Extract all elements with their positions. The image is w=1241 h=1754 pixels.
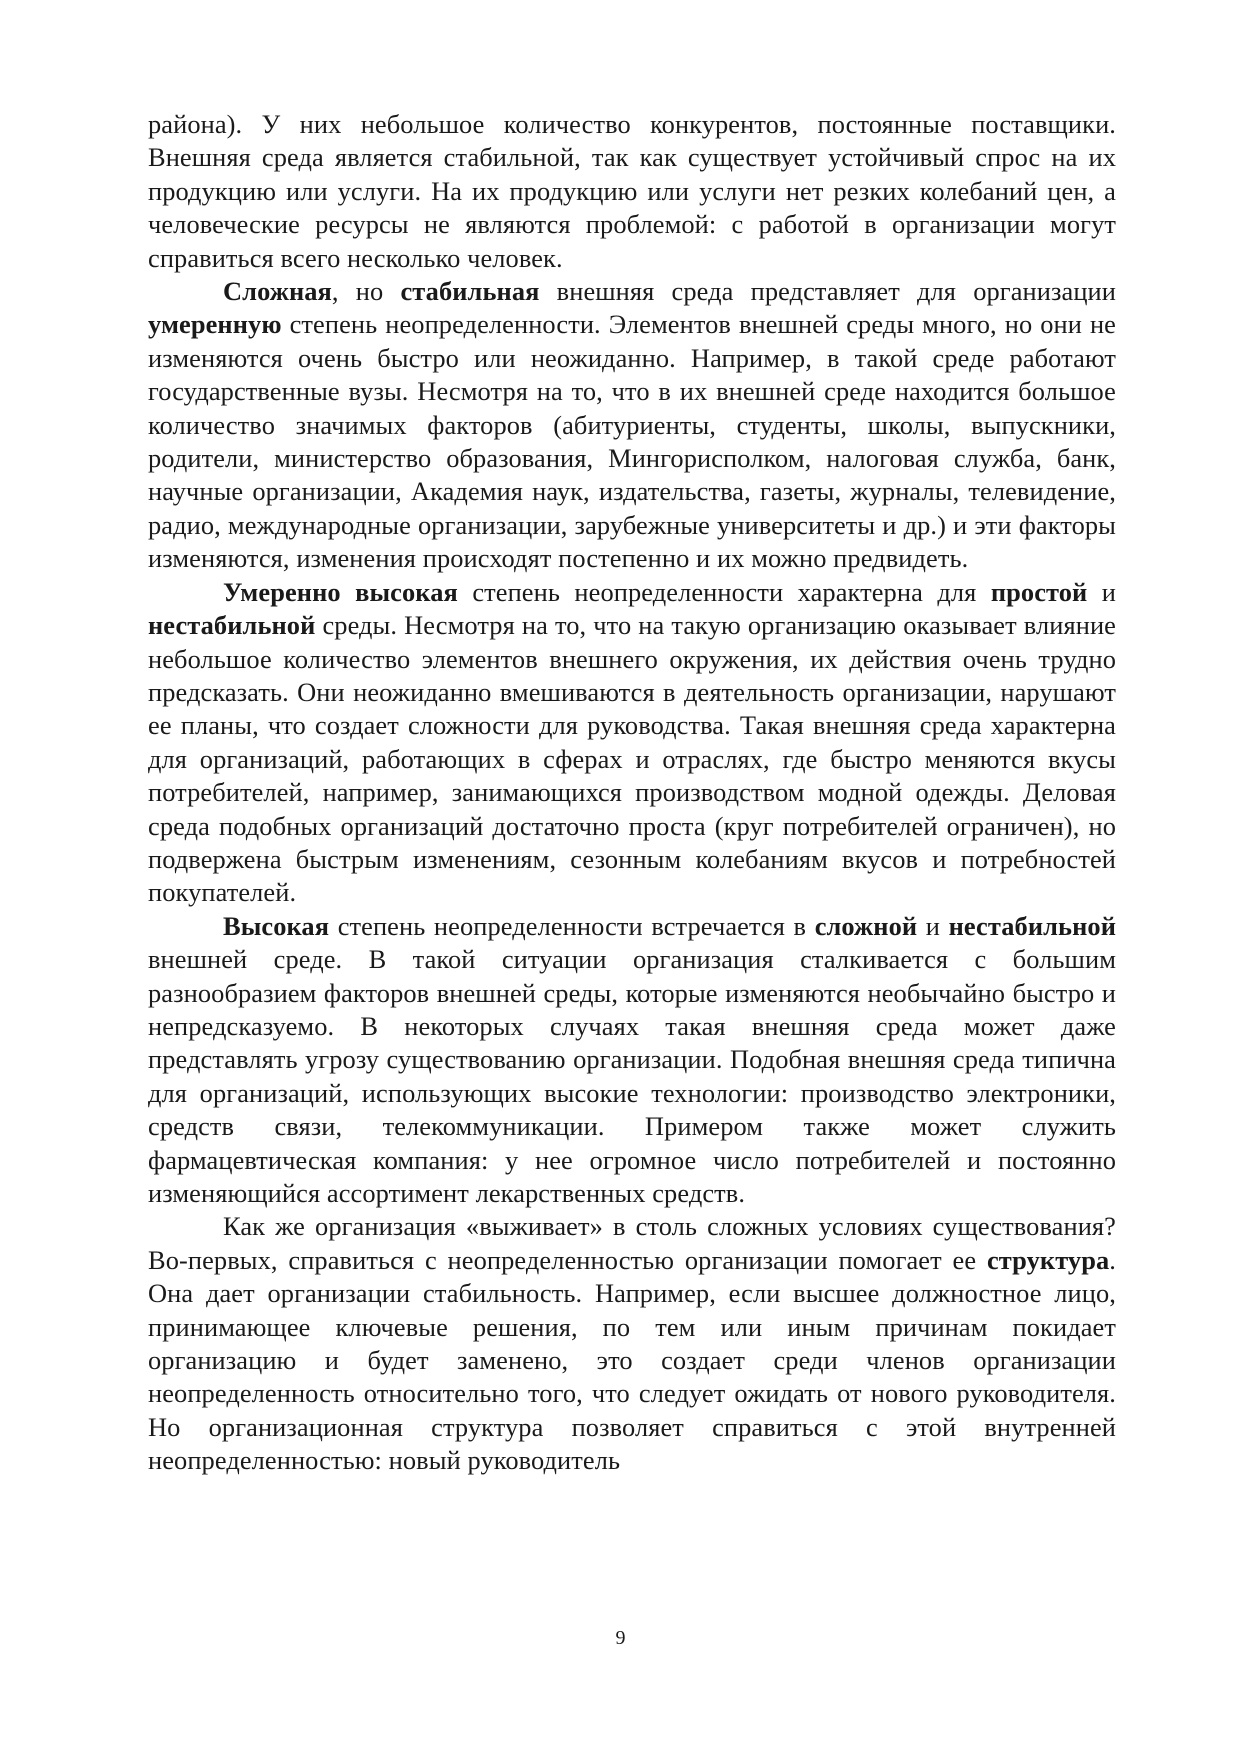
paragraph-2 bbox=[148, 275, 1116, 576]
paragraph-3 bbox=[148, 576, 1116, 910]
text-run: Как же организация «выживает» в столь сложных условиях существования? Во-первых, справиться с неопределенностью организации помогает ее bbox=[148, 1211, 1116, 1275]
bold-term: простой bbox=[990, 576, 1088, 607]
bold-term: сложной bbox=[814, 910, 918, 941]
text-run: внешняя среда представляет для организации bbox=[539, 276, 1116, 307]
bold-term: Высокая bbox=[223, 910, 330, 941]
text-run: и bbox=[917, 910, 949, 941]
text-run: и bbox=[1087, 576, 1116, 607]
bold-term: нестабильной bbox=[948, 910, 1116, 941]
text-run: района). У них небольшое количество конкурентов, постоянные поставщики. Внешняя среда является стабильной, так как существует устойчивый спрос на их продукцию или услуги. На их продукцию или услуги нет резких колебаний цен, а человеческие ресурсы не являются проблемой: с работой в организации могут справиться всего несколько человек. bbox=[148, 109, 1116, 273]
bold-term: стабильная bbox=[400, 276, 540, 307]
text-run: . Она дает организации стабильность. Например, если высшее должностное лицо, принимающее ключевые решения, по тем или иным причинам покидает организацию и будет заменено, это создает среди членов организации неопределенность относительно того, что следует ожидать от нового руководителя. Но организационная структура позволяет справиться с этой внутренней неопределенностью: новый руководитель bbox=[148, 1244, 1116, 1476]
text-run: степень неопределенности встречается в bbox=[329, 910, 815, 941]
text-run: среды. Несмотря на то, что на такую организацию оказывает влияние небольшое количество элементов внешнего окружения, их действия очень трудно предсказать. Они неожиданно вмешиваются в деятельность организации, нарушают ее планы, что создает сложности для руководства. Такая внешняя среда характерна для организаций, работающих в сферах и отраслях, где быстро меняются вкусы потребителей, например, занимающихся производством модной одежды. Деловая среда подобных организаций достаточно проста (круг потребителей ограничен), но подвержена быстрым изменениям, сезонным колебаниям вкусов и потребностей покупателей. bbox=[148, 610, 1116, 908]
bold-term: умеренную bbox=[148, 309, 282, 340]
text-run: , но bbox=[331, 276, 401, 307]
document-body bbox=[148, 108, 1116, 1478]
bold-term: структура bbox=[986, 1244, 1110, 1275]
bold-term: Сложная bbox=[223, 276, 332, 307]
bold-term: нестабильной bbox=[148, 610, 316, 641]
bold-term: Умеренно высокая bbox=[223, 576, 458, 607]
paragraph-5 bbox=[148, 1210, 1116, 1477]
text-run: степень неопределенности характерна для bbox=[457, 576, 991, 607]
text-run: внешней среде. В такой ситуации организация сталкивается с большим разнообразием факторов внешней среды, которые изменяются необычайно быстро и непредсказуемо. В некоторых случаях такая внешняя среда может даже представлять угрозу существованию организации. Подобная внешняя среда типична для организаций, использующих высокие технологии: производство электроники, средств связи, телекоммуникации. Примером также может служить фармацевтическая компания: у нее огромное число потребителей и постоянно изменяющийся ассортимент лекарственных средств. bbox=[148, 944, 1116, 1208]
paragraph-4 bbox=[148, 910, 1116, 1211]
paragraph-1 bbox=[148, 108, 1116, 275]
text-run: степень неопределенности. Элементов внешней среды много, но они не изменяются очень быстро или неожиданно. Например, в такой среде работают государственные вузы. Несмотря на то, что в их внешней среде находится большое количество значимых факторов (абитуриенты, студенты, школы, выпускники, родители, министерство образования, Мингорисполком, налоговая служба, банк, научные организации, Академия наук, издательства, газеты, журналы, телевидение, радио, международные организации, зарубежные университеты и др.) и эти факторы изменяются, изменения происходят постепенно и их можно предвидеть. bbox=[148, 309, 1116, 574]
page-number: 9 bbox=[615, 1627, 626, 1649]
